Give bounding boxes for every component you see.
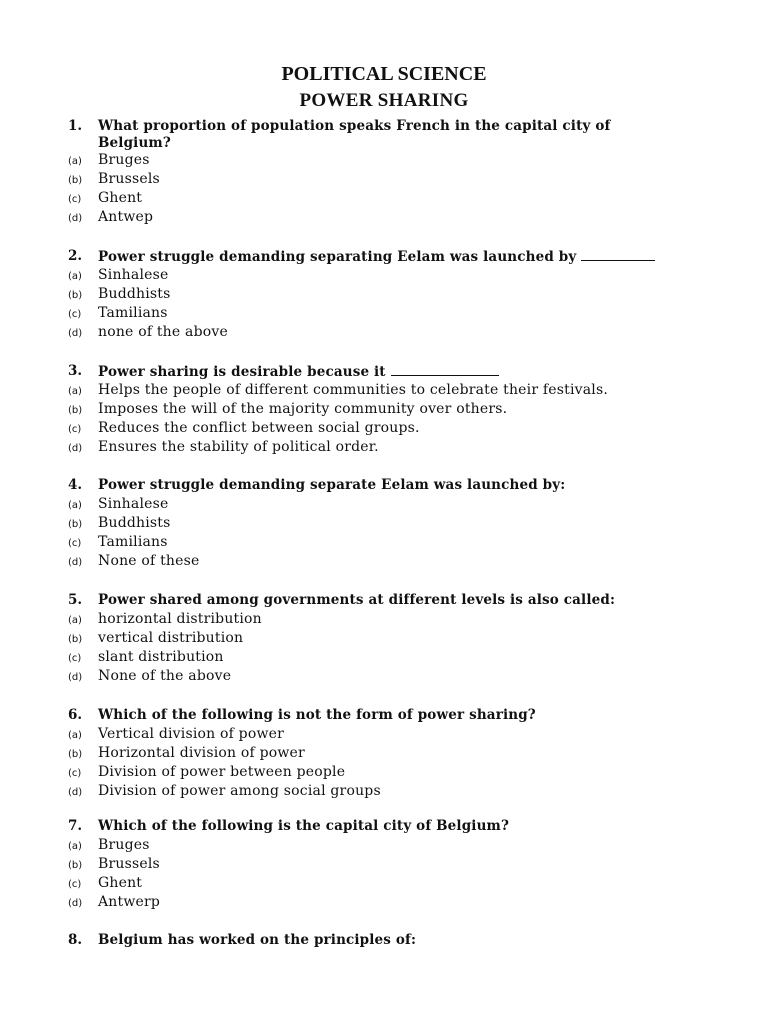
option-text: Tamilians bbox=[98, 534, 168, 550]
question-1 bbox=[0, 118, 768, 228]
chapter-title: POWER SHARING bbox=[299, 90, 469, 111]
option-label: (d) bbox=[68, 443, 83, 454]
question-number: 1. bbox=[68, 118, 83, 134]
option-c bbox=[0, 649, 768, 668]
option-label: (c) bbox=[68, 538, 82, 549]
question-3 bbox=[0, 363, 768, 458]
option-d bbox=[0, 783, 768, 802]
option-text: Division of power between people bbox=[98, 764, 346, 780]
option-c bbox=[0, 305, 768, 324]
option-a bbox=[0, 611, 768, 630]
option-label: (c) bbox=[68, 879, 82, 890]
option-text: Ensures the stability of political order. bbox=[98, 439, 379, 455]
question-text bbox=[98, 363, 668, 381]
option-d bbox=[0, 553, 768, 572]
option-b bbox=[0, 745, 768, 764]
option-text: Vertical division of power bbox=[98, 726, 285, 742]
question-text-line: Belgium? bbox=[98, 135, 171, 151]
option-a bbox=[0, 267, 768, 286]
question-text-line: What proportion of population speaks French in the capital city of bbox=[98, 118, 611, 134]
option-d bbox=[0, 324, 768, 343]
option-label: (c) bbox=[68, 768, 82, 779]
option-d bbox=[0, 668, 768, 687]
question-text: Belgium has worked on the principles of: bbox=[98, 932, 417, 948]
option-c bbox=[0, 534, 768, 553]
option-text: Buddhists bbox=[98, 286, 171, 302]
question-4 bbox=[0, 477, 768, 572]
option-text: Antwerp bbox=[98, 894, 161, 910]
option-b bbox=[0, 515, 768, 534]
option-d bbox=[0, 209, 768, 228]
option-label: (c) bbox=[68, 424, 82, 435]
option-label: (d) bbox=[68, 898, 83, 909]
option-label: (c) bbox=[68, 653, 82, 664]
question-number: 8. bbox=[68, 932, 83, 948]
option-label: (b) bbox=[68, 749, 83, 760]
option-b bbox=[0, 286, 768, 305]
option-text: Buddhists bbox=[98, 515, 171, 531]
option-a bbox=[0, 496, 768, 515]
question-text: Power struggle demanding separate Eelam was launched by: bbox=[98, 477, 566, 493]
question-7 bbox=[0, 818, 768, 913]
question-text: Power shared among governments at different levels is also called: bbox=[98, 592, 616, 608]
option-label: (a) bbox=[68, 500, 82, 511]
option-label: (d) bbox=[68, 213, 83, 224]
option-c bbox=[0, 764, 768, 783]
option-text: Sinhalese bbox=[98, 496, 169, 512]
answer-blank bbox=[581, 248, 655, 261]
option-a bbox=[0, 837, 768, 856]
question-text: Which of the following is the capital city of Belgium? bbox=[98, 818, 510, 834]
option-a bbox=[0, 152, 768, 171]
option-text: vertical distribution bbox=[98, 630, 244, 646]
option-c bbox=[0, 875, 768, 894]
question-text-content: Power sharing is desirable because it bbox=[98, 364, 386, 380]
question-5 bbox=[0, 592, 768, 687]
option-text: Division of power among social groups bbox=[98, 783, 381, 799]
option-text: None of these bbox=[98, 553, 200, 569]
option-label: (c) bbox=[68, 194, 82, 205]
option-text: Bruges bbox=[98, 152, 150, 168]
question-number: 7. bbox=[68, 818, 83, 834]
option-label: (a) bbox=[68, 730, 82, 741]
option-text: horizontal distribution bbox=[98, 611, 262, 627]
option-label: (a) bbox=[68, 271, 82, 282]
option-text: Tamilians bbox=[98, 305, 168, 321]
option-b bbox=[0, 856, 768, 875]
option-text: Ghent bbox=[98, 190, 143, 206]
question-text-content: Power struggle demanding separating Eelam was launched by bbox=[98, 249, 577, 265]
question-2 bbox=[0, 248, 768, 343]
option-label: (d) bbox=[68, 672, 83, 683]
option-a bbox=[0, 382, 768, 401]
option-label: (b) bbox=[68, 634, 83, 645]
answer-blank bbox=[391, 363, 499, 376]
question-number: 6. bbox=[68, 707, 83, 723]
option-label: (c) bbox=[68, 309, 82, 320]
option-b bbox=[0, 401, 768, 420]
question-text: Which of the following is not the form of power sharing? bbox=[98, 707, 536, 723]
question-text bbox=[98, 118, 668, 152]
option-text: Reduces the conflict between social groups. bbox=[98, 420, 420, 436]
option-text: slant distribution bbox=[98, 649, 224, 665]
option-label: (b) bbox=[68, 860, 83, 871]
option-b bbox=[0, 630, 768, 649]
option-label: (d) bbox=[68, 787, 83, 798]
option-text: Ghent bbox=[98, 875, 143, 891]
option-label: (b) bbox=[68, 290, 83, 301]
option-d bbox=[0, 439, 768, 458]
option-d bbox=[0, 894, 768, 913]
subject-title: POLITICAL SCIENCE bbox=[281, 63, 487, 85]
question-number: 5. bbox=[68, 592, 83, 608]
option-text: Imposes the will of the majority community over others. bbox=[98, 401, 508, 417]
option-label: (a) bbox=[68, 386, 82, 397]
question-number: 2. bbox=[68, 248, 83, 264]
question-number: 3. bbox=[68, 363, 83, 379]
option-text: Horizontal division of power bbox=[98, 745, 305, 761]
option-label: (a) bbox=[68, 615, 82, 626]
option-text: Brussels bbox=[98, 856, 160, 872]
option-text: None of the above bbox=[98, 668, 232, 684]
question-8 bbox=[0, 932, 768, 951]
option-c bbox=[0, 190, 768, 209]
option-b bbox=[0, 171, 768, 190]
option-text: Bruges bbox=[98, 837, 150, 853]
question-6 bbox=[0, 707, 768, 802]
option-text: none of the above bbox=[98, 324, 228, 340]
option-text: Antwep bbox=[98, 209, 154, 225]
option-label: (b) bbox=[68, 175, 83, 186]
question-number: 4. bbox=[68, 477, 83, 493]
question-text bbox=[98, 248, 668, 266]
option-text: Brussels bbox=[98, 171, 160, 187]
option-label: (d) bbox=[68, 328, 83, 339]
option-text: Sinhalese bbox=[98, 267, 169, 283]
option-text: Helps the people of different communities to celebrate their festivals. bbox=[98, 382, 608, 398]
option-label: (b) bbox=[68, 405, 83, 416]
option-a bbox=[0, 726, 768, 745]
option-c bbox=[0, 420, 768, 439]
option-label: (d) bbox=[68, 557, 83, 568]
option-label: (a) bbox=[68, 841, 82, 852]
option-label: (a) bbox=[68, 156, 82, 167]
option-label: (b) bbox=[68, 519, 83, 530]
